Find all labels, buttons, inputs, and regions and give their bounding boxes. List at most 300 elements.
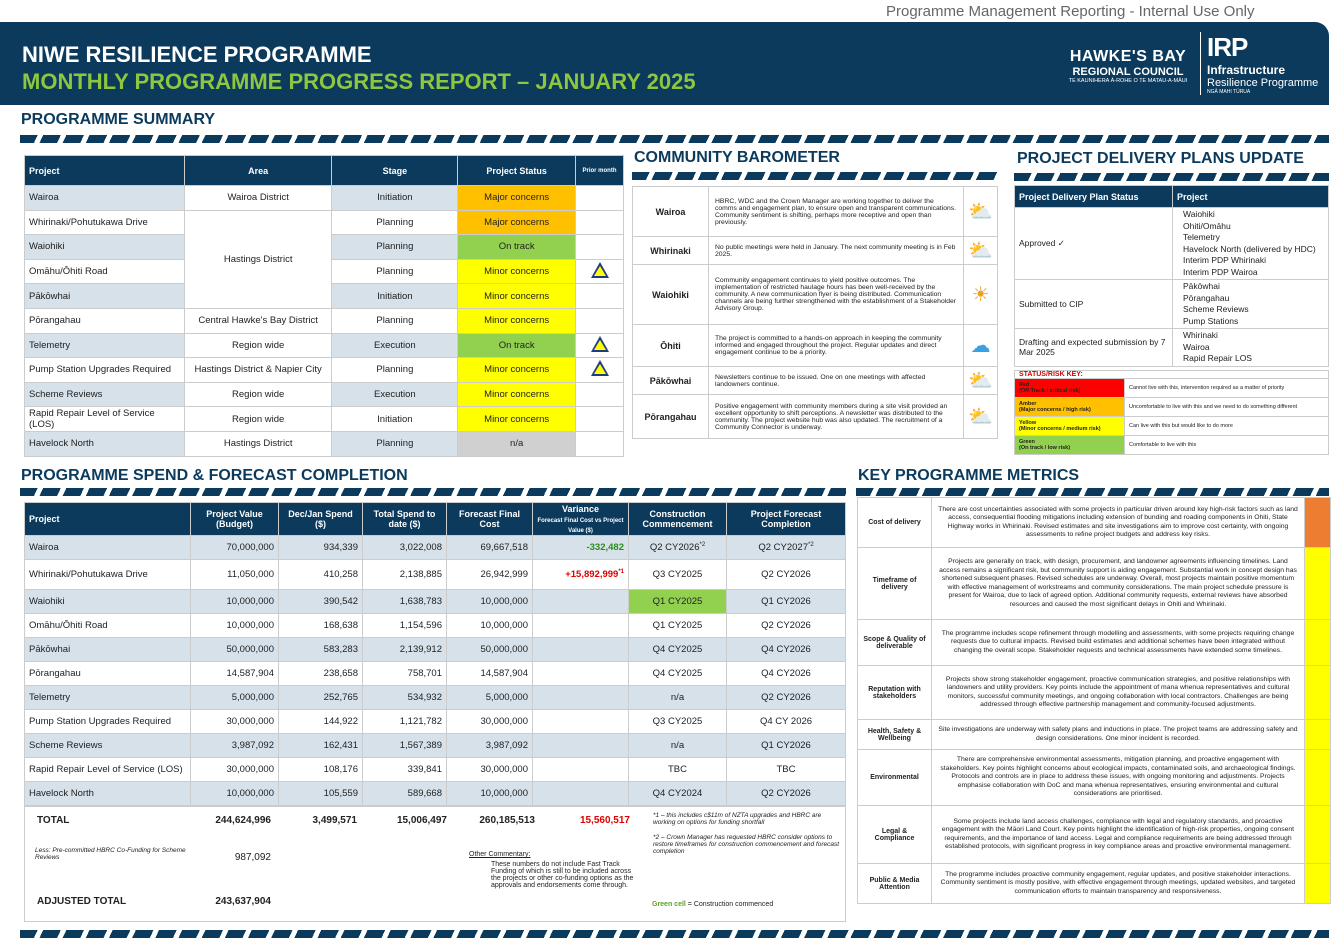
- metric-row: [858, 620, 1331, 666]
- metric-row: [858, 498, 1331, 548]
- risk-key-desc: Cannot live with this, intervention required as a matter of priority: [1125, 379, 1329, 398]
- summary-row: [25, 358, 624, 383]
- spend-construction: [629, 614, 727, 638]
- summary-area: Wairoa District: [184, 186, 332, 211]
- status-risk-key: [1014, 370, 1329, 455]
- spend-forecast: 10,000,000: [447, 782, 533, 806]
- delivery-projects: [1173, 208, 1329, 280]
- barometer-text: HBRC, WDC and the Crown Manager are working together to deliver the comms and engagement plan, to ensure open and transparent communications. Community sentiment is shifting, perhaps more receptive and open than previously.: [709, 187, 964, 237]
- spend-forecast: 10,000,000: [447, 590, 533, 614]
- metric-status: [1305, 750, 1331, 806]
- spend-completion: [727, 734, 846, 758]
- prior-month-cell: [576, 186, 624, 211]
- completion-value: Q4 CY2026: [761, 644, 811, 655]
- spend-variance: [533, 638, 629, 662]
- summary-status: Minor concerns: [458, 382, 576, 407]
- spend-completion: [727, 662, 846, 686]
- metric-text: Projects show strong stakeholder engagement, proactive communication strategies, and positive relationships with landowners and utility providers. Key points include the appointment of mana whenua representatives and cultural monitors, successful community meetings, and ongoing collaboration with local contractors. Challenges are being addressed through effective partnership management and community-focused adjustments.: [932, 666, 1305, 720]
- construction-value: Q1 CY2025: [652, 596, 703, 607]
- spend-spend: 583,283: [279, 638, 363, 662]
- construction-value: Q3 CY2025: [652, 569, 703, 580]
- risk-key-sub: (Major concerns / high risk): [1019, 407, 1091, 413]
- barometer-text: The project is committed to a hands-on approach in keeping the community informed and engaged throughout the project. Regular updates and direct engagement continue to be a priority.: [709, 325, 964, 367]
- delivery-row: [1015, 280, 1329, 329]
- spend-spend: 144,922: [279, 710, 363, 734]
- metric-name: Scope & Quality of deliverable: [858, 620, 932, 666]
- col-construction-commencement: Construction Commencement: [629, 503, 727, 536]
- spend-budget: 70,000,000: [191, 536, 279, 560]
- metric-name: Public & Media Attention: [858, 864, 932, 904]
- delivery-row: [1015, 329, 1329, 367]
- summary-area: Region wide: [184, 333, 332, 358]
- section-key-metrics: KEY PROGRAMME METRICS: [858, 467, 1080, 484]
- risk-key-sub: (Off-Track / critical risk): [1019, 388, 1081, 394]
- delivery-project-item: Pākōwhai: [1183, 281, 1220, 291]
- programme-summary-table: [24, 155, 624, 457]
- metric-status: [1305, 806, 1331, 864]
- delivery-project-item: Pōrangahau: [1183, 292, 1230, 303]
- risk-key-label: [1015, 398, 1125, 417]
- total-spend: 3,499,571: [312, 815, 357, 826]
- summary-project: Wairoa: [25, 186, 185, 211]
- barometer-project: Whirinaki: [633, 237, 709, 265]
- summary-project: Rapid Repair Level of Service (LOS): [25, 407, 185, 432]
- barometer-project: Wairoa: [633, 187, 709, 237]
- metric-name: Health, Safety & Wellbeing: [858, 720, 932, 750]
- summary-status: Minor concerns: [458, 358, 576, 383]
- spend-total: 1,638,783: [363, 590, 447, 614]
- variance-footnote: *1: [618, 568, 624, 575]
- internal-use-note: Programme Management Reporting - Internal Use Only: [886, 3, 1255, 20]
- col-prior-month: Prior month: [576, 156, 624, 186]
- completion-value: Q4 CY2026: [761, 668, 811, 679]
- metric-status: [1305, 498, 1331, 548]
- metric-row: [858, 666, 1331, 720]
- variance-value: -332,482: [586, 542, 624, 553]
- less-value: 987,092: [234, 852, 271, 863]
- section-divider: [20, 135, 1329, 143]
- metric-text: There are comprehensive environmental assessments, mitigation planning, and proactive engagement with stakeholders. Key points highlight concerns about ecological impacts, contaminated soils, and archaeological findings. Protocols and controls are in place to address these issues, with ongoing monitoring and adjustments. Projects emphasise collaboration with DoC and mana whenua representatives, ensuring environmental and cultural considerations are prioritised.: [932, 750, 1305, 806]
- risk-key-row: [1015, 379, 1329, 398]
- spend-variance: [533, 734, 629, 758]
- summary-status: On track: [458, 333, 576, 358]
- delivery-project-item: Interim PDP Whirinaki: [1183, 255, 1266, 265]
- prior-month-cell: [576, 259, 624, 284]
- spend-total: 589,668: [363, 782, 447, 806]
- summary-row: [25, 431, 624, 456]
- summary-status: Minor concerns: [458, 284, 576, 309]
- spend-construction: [629, 638, 727, 662]
- spend-project: Pākōwhai: [25, 638, 191, 662]
- spend-construction: [629, 560, 727, 590]
- prior-month-cell: [576, 308, 624, 333]
- construction-value: n/a: [670, 740, 685, 751]
- spend-spend: 410,258: [279, 560, 363, 590]
- spend-budget: 5,000,000: [191, 686, 279, 710]
- barometer-icon-cell: [964, 395, 998, 439]
- summary-status: n/a: [458, 431, 576, 456]
- footnote-1: *1 – this includes c$11m of NZTA upgrades and HBRC are working on options for funding shortfall: [653, 812, 822, 826]
- prior-month-cell: [576, 382, 624, 407]
- risk-key-level: Amber: [1019, 401, 1037, 407]
- spend-spend: 390,542: [279, 590, 363, 614]
- summary-status: Minor concerns: [458, 308, 576, 333]
- sun-icon: ☀: [971, 284, 990, 306]
- delivery-project-item: Interim PDP Wairoa: [1183, 266, 1258, 277]
- spend-row: [25, 536, 846, 560]
- spend-project: Telemetry: [25, 686, 191, 710]
- summary-status: Minor concerns: [458, 259, 576, 284]
- total-forecast: 260,185,513: [479, 815, 535, 826]
- completion-value: Q2 CY2026: [761, 620, 811, 631]
- summary-area: Region wide: [184, 407, 332, 432]
- metric-row: [858, 720, 1331, 750]
- col-variance: Variance Forecast Final Cost vs Project Value ($): [533, 503, 629, 536]
- risk-key-desc: Can live with this but would like to do more: [1125, 417, 1329, 436]
- spend-variance: [533, 614, 629, 638]
- spend-construction: [629, 662, 727, 686]
- warning-triangle-icon: [591, 262, 609, 278]
- barometer-text: Newsletters continue to be issued. One on one meetings with affected landowners continue.: [709, 367, 964, 395]
- spend-project: Havelock North: [25, 782, 191, 806]
- summary-status: On track: [458, 235, 576, 260]
- summary-project: Pōrangahau: [25, 308, 185, 333]
- spend-variance: [533, 758, 629, 782]
- summary-row: [25, 407, 624, 432]
- barometer-row: [633, 237, 998, 265]
- construction-value: Q4 CY2024: [652, 788, 703, 799]
- key-metrics-table: [857, 497, 1331, 904]
- spend-total: 1,567,389: [363, 734, 447, 758]
- summary-project: Pākōwhai: [25, 284, 185, 309]
- barometer-row: [633, 265, 998, 325]
- spend-construction: [629, 536, 727, 560]
- spend-variance: [533, 662, 629, 686]
- delivery-project-item: Rapid Repair LOS: [1183, 353, 1252, 363]
- construction-value: Q1 CY2025: [652, 620, 703, 631]
- prior-month-cell: [576, 235, 624, 260]
- summary-status: Minor concerns: [458, 407, 576, 432]
- total-spend-to-date: 15,006,497: [396, 815, 447, 826]
- spend-row: [25, 758, 846, 782]
- spend-row: [25, 782, 846, 806]
- spend-spend: 162,431: [279, 734, 363, 758]
- delivery-projects: [1173, 329, 1329, 367]
- partly-cloudy-icon: ⛅: [968, 406, 993, 428]
- spend-spend: 105,559: [279, 782, 363, 806]
- spend-forecast: 5,000,000: [447, 686, 533, 710]
- delivery-project-item: Wairoa: [1183, 341, 1210, 352]
- col-forecast-completion: Project Forecast Completion: [727, 503, 846, 536]
- delivery-status: Approved ✓: [1015, 208, 1173, 280]
- barometer-text: Community engagement continues to yield positive outcomes. The implementation of restricted haulage hours has been well-received by the community. A new communication flyer is being distributed. Communication channels are being further strengthened with the establishment of a Stakeholder Advisory Group.: [709, 265, 964, 325]
- summary-area: Region wide: [184, 382, 332, 407]
- irp-logo: IRP Infrastructure Resilience Programme NGĀ MAHI TŪRUA: [1200, 32, 1320, 95]
- metric-row: [858, 806, 1331, 864]
- spend-project: Rapid Repair Level of Service (LOS): [25, 758, 191, 782]
- spend-project: Pump Station Upgrades Required: [25, 710, 191, 734]
- barometer-icon-cell: [964, 265, 998, 325]
- spend-row: [25, 590, 846, 614]
- risk-key-desc: Uncomfortable to live with this and we need to do something different: [1125, 398, 1329, 417]
- spend-completion: [727, 560, 846, 590]
- section-programme-summary: PROGRAMME SUMMARY: [21, 111, 216, 128]
- spend-forecast-table: [24, 502, 846, 806]
- summary-stage: Planning: [332, 358, 458, 383]
- risk-key-desc: Comfortable to live with this: [1125, 436, 1329, 455]
- variance-value: +15,892,999: [565, 569, 619, 581]
- barometer-text: No public meetings were held in January. The next community meeting is in Feb 2025.: [709, 237, 964, 265]
- spend-totals: [24, 806, 846, 922]
- spend-budget: 10,000,000: [191, 782, 279, 806]
- summary-area: Central Hawke's Bay District: [184, 308, 332, 333]
- spend-budget: 14,587,904: [191, 662, 279, 686]
- col-total-spend: Total Spend to date ($): [363, 503, 447, 536]
- spend-budget: 50,000,000: [191, 638, 279, 662]
- other-commentary-title: Other Commentary:: [469, 851, 531, 858]
- prior-month-cell: [576, 284, 624, 309]
- metric-text: The programme includes proactive community engagement, regular updates, and positive stakeholder interactions. Community sentiment is mostly positive, with effective engagement through meetings, updated websites, and targeted communication efforts to maintain transparency and responsiveness.: [932, 864, 1305, 904]
- summary-stage: Execution: [332, 333, 458, 358]
- spend-total: 1,154,596: [363, 614, 447, 638]
- spend-completion: [727, 782, 846, 806]
- spend-budget: 10,000,000: [191, 590, 279, 614]
- spend-completion: [727, 536, 846, 560]
- spend-spend: 108,176: [279, 758, 363, 782]
- spend-variance: [533, 560, 629, 590]
- spend-row: [25, 710, 846, 734]
- spend-row: [25, 638, 846, 662]
- spend-project: Omāhu/Ōhiti Road: [25, 614, 191, 638]
- construction-value: Q2 CY2026: [649, 542, 700, 554]
- spend-forecast: 30,000,000: [447, 710, 533, 734]
- spend-forecast: 30,000,000: [447, 758, 533, 782]
- spend-total: 758,701: [363, 662, 447, 686]
- cloud-icon: ☁: [970, 335, 991, 357]
- section-spend-forecast: PROGRAMME SPEND & FORECAST COMPLETION: [21, 467, 408, 484]
- delivery-project-item: Waiohiki: [1183, 209, 1215, 219]
- spend-spend: 168,638: [279, 614, 363, 638]
- barometer-project: Pōrangahau: [633, 395, 709, 439]
- metric-row: [858, 864, 1331, 904]
- spend-completion: [727, 758, 846, 782]
- spend-forecast: 3,987,092: [447, 734, 533, 758]
- spend-forecast: 14,587,904: [447, 662, 533, 686]
- barometer-project: Ōhiti: [633, 325, 709, 367]
- barometer-row: [633, 367, 998, 395]
- summary-row: [25, 210, 624, 235]
- spend-budget: 11,050,000: [191, 560, 279, 590]
- partly-cloudy-icon: ⛅: [968, 240, 993, 262]
- spend-variance: [533, 536, 629, 560]
- col-forecast: Forecast Final Cost: [447, 503, 533, 536]
- section-divider: [856, 488, 1329, 496]
- delivery-status: Submitted to CIP: [1015, 280, 1173, 329]
- spend-total: 534,932: [363, 686, 447, 710]
- construction-value: Q3 CY2025: [652, 716, 703, 727]
- section-divider: [20, 488, 846, 496]
- spend-spend: 238,658: [279, 662, 363, 686]
- construction-value: Q4 CY2025: [652, 644, 703, 655]
- summary-stage: Planning: [332, 259, 458, 284]
- spend-total: 1,121,782: [363, 710, 447, 734]
- delivery-project-item: Telemetry: [1183, 232, 1220, 242]
- metric-name: Timeframe of delivery: [858, 548, 932, 620]
- metric-status: [1305, 720, 1331, 750]
- warning-triangle-icon: [591, 336, 609, 352]
- spend-row: [25, 686, 846, 710]
- summary-stage: Initiation: [332, 284, 458, 309]
- spend-completion: [727, 590, 846, 614]
- summary-project: Telemetry: [25, 333, 185, 358]
- summary-row: [25, 333, 624, 358]
- completion-value: Q2 CY2026: [761, 569, 811, 580]
- spend-completion: [727, 638, 846, 662]
- summary-project: Pump Station Upgrades Required: [25, 358, 185, 383]
- risk-key-level: Red: [1019, 382, 1030, 388]
- summary-project: Omāhu/Ōhiti Road: [25, 259, 185, 284]
- summary-row: [25, 382, 624, 407]
- summary-status: Major concerns: [458, 186, 576, 211]
- summary-stage: Execution: [332, 382, 458, 407]
- spend-spend: 252,765: [279, 686, 363, 710]
- spend-project: Wairoa: [25, 536, 191, 560]
- spend-total: 339,841: [363, 758, 447, 782]
- partly-cloudy-icon: ⛅: [968, 201, 993, 223]
- barometer-row: [633, 325, 998, 367]
- partly-cloudy-icon: ⛅: [968, 370, 993, 392]
- spend-project: Scheme Reviews: [25, 734, 191, 758]
- spend-total: 3,022,008: [363, 536, 447, 560]
- spend-forecast: 50,000,000: [447, 638, 533, 662]
- header-banner: [0, 22, 1329, 105]
- summary-area: Hastings District: [184, 210, 332, 308]
- col-spend: Dec/Jan Spend ($): [279, 503, 363, 536]
- completion-value: TBC: [776, 764, 796, 775]
- barometer-icon-cell: [964, 187, 998, 237]
- risk-key-sub: (Minor concerns / medium risk): [1019, 426, 1101, 432]
- metric-row: [858, 750, 1331, 806]
- spend-completion: [727, 614, 846, 638]
- metric-status: [1305, 548, 1331, 620]
- risk-key-level: Green: [1019, 439, 1035, 445]
- spend-row: [25, 734, 846, 758]
- barometer-icon-cell: [964, 325, 998, 367]
- spend-variance: [533, 590, 629, 614]
- page-subtitle: MONTHLY PROGRAMME PROGRESS REPORT – JANUARY 2025: [22, 69, 696, 94]
- section-divider: [632, 172, 998, 180]
- section-divider: [1014, 173, 1329, 181]
- spend-row: [25, 662, 846, 686]
- spend-budget: 3,987,092: [191, 734, 279, 758]
- metric-text: Site investigations are underway with safety plans and inductions in place. The project teams are addressing safety and design considerations. One minor incident is recorded.: [932, 720, 1305, 750]
- risk-key-title: STATUS/RISK KEY:: [1015, 371, 1329, 379]
- section-community-barometer: COMMUNITY BAROMETER: [634, 149, 840, 166]
- spend-budget: 30,000,000: [191, 758, 279, 782]
- summary-project: Scheme Reviews: [25, 382, 185, 407]
- spend-spend: 934,339: [279, 536, 363, 560]
- risk-key-label: [1015, 379, 1125, 398]
- spend-construction: [629, 686, 727, 710]
- summary-status: Major concerns: [458, 210, 576, 235]
- risk-key-sub: (On track / low risk): [1019, 445, 1071, 451]
- metric-row: [858, 548, 1331, 620]
- completion-value: Q2 CY2027: [758, 542, 808, 554]
- spend-variance: [533, 782, 629, 806]
- spend-forecast: 69,667,518: [447, 536, 533, 560]
- adjusted-total-value: 243,637,904: [215, 896, 271, 907]
- section-delivery-plans: PROJECT DELIVERY PLANS UPDATE: [1017, 150, 1304, 167]
- delivery-project-item: Havelock North (delivered by HDC): [1183, 243, 1316, 254]
- completion-value: Q1 CY2026: [761, 740, 811, 751]
- prior-month-cell: [576, 210, 624, 235]
- summary-stage: Planning: [332, 235, 458, 260]
- total-variance: 15,560,517: [579, 815, 630, 826]
- spend-construction: [629, 734, 727, 758]
- spend-project: Pōrangahau: [25, 662, 191, 686]
- risk-key-row: [1015, 436, 1329, 455]
- spend-completion: [727, 710, 846, 734]
- other-commentary-text: These numbers do not include Fast Track Funding of which is still to be included across the projects or other co-funding options as the approvals and endorsements come through.: [491, 861, 634, 889]
- barometer-row: [633, 395, 998, 439]
- delivery-projects: [1173, 280, 1329, 329]
- total-label: TOTAL: [37, 815, 70, 826]
- metric-name: Reputation with stakeholders: [858, 666, 932, 720]
- col-status: Project Status: [458, 156, 576, 186]
- completion-value: Q1 CY2026: [761, 596, 811, 607]
- page-title: NIWE RESILIENCE PROGRAMME: [22, 42, 372, 67]
- spend-completion: [727, 686, 846, 710]
- summary-stage: Initiation: [332, 407, 458, 432]
- col-budget: Project Value (Budget): [191, 503, 279, 536]
- delivery-project-item: Scheme Reviews: [1183, 304, 1249, 314]
- green-cell-legend: Green cell = Construction commenced: [652, 901, 774, 908]
- delivery-plans-table: [1014, 185, 1329, 367]
- hbrc-logo: HAWKE'S BAY REGIONAL COUNCIL TE KAUNIHERA Ā-ROHE O TE MATAU-A-MĀUI: [1068, 48, 1188, 84]
- spend-construction: [629, 782, 727, 806]
- completion-value: Q2 CY2026: [761, 692, 811, 703]
- spend-total: 2,139,912: [363, 638, 447, 662]
- construction-value: n/a: [670, 692, 685, 703]
- construction-value: TBC: [668, 764, 687, 775]
- delivery-status: Drafting and expected submission by 7 Mar 2025: [1015, 329, 1173, 367]
- spend-project: Whirinaki/Pohutukawa Drive: [25, 560, 191, 590]
- spend-construction: [629, 758, 727, 782]
- spend-variance: [533, 686, 629, 710]
- summary-project: Havelock North: [25, 431, 185, 456]
- metric-status: [1305, 864, 1331, 904]
- col-pdp-project: Project: [1173, 186, 1329, 208]
- construction-value: Q4 CY2025: [652, 668, 703, 679]
- summary-area: Hastings District: [184, 431, 332, 456]
- delivery-row: [1015, 208, 1329, 280]
- metric-text: There are cost uncertainties associated with some projects in particular driven around key high-risk factors such as land access, consequential flooding mitigations including extension of bunding and roading components in Ohiti, State Highway works in Whirinaki. Revised estimates and site investigations aim to improve cost certainty, with ongoing assessments to refine project budgets and address key risks.: [932, 498, 1305, 548]
- summary-stage: Planning: [332, 431, 458, 456]
- spend-row: [25, 614, 846, 638]
- spend-forecast: 26,942,999: [447, 560, 533, 590]
- summary-row: [25, 186, 624, 211]
- prior-month-cell: [576, 407, 624, 432]
- metric-name: Environmental: [858, 750, 932, 806]
- barometer-icon-cell: [964, 237, 998, 265]
- summary-stage: Planning: [332, 210, 458, 235]
- metric-text: Some projects include land access challenges, compliance with legal and regulatory standards, and proactive engagement with the Māori Land Court. Key points highlight the identification of high-risk properties, ongoing consent requirements, and the importance of land access. Legal and compliance requirements are being addressed through established protocols, with significant progress in key compliance areas and proactive environmental management.: [932, 806, 1305, 864]
- spend-project: Waiohiki: [25, 590, 191, 614]
- col-area: Area: [184, 156, 332, 186]
- risk-key-label: [1015, 417, 1125, 436]
- delivery-project-item: Pump Stations: [1183, 315, 1239, 326]
- community-barometer-table: [632, 186, 998, 439]
